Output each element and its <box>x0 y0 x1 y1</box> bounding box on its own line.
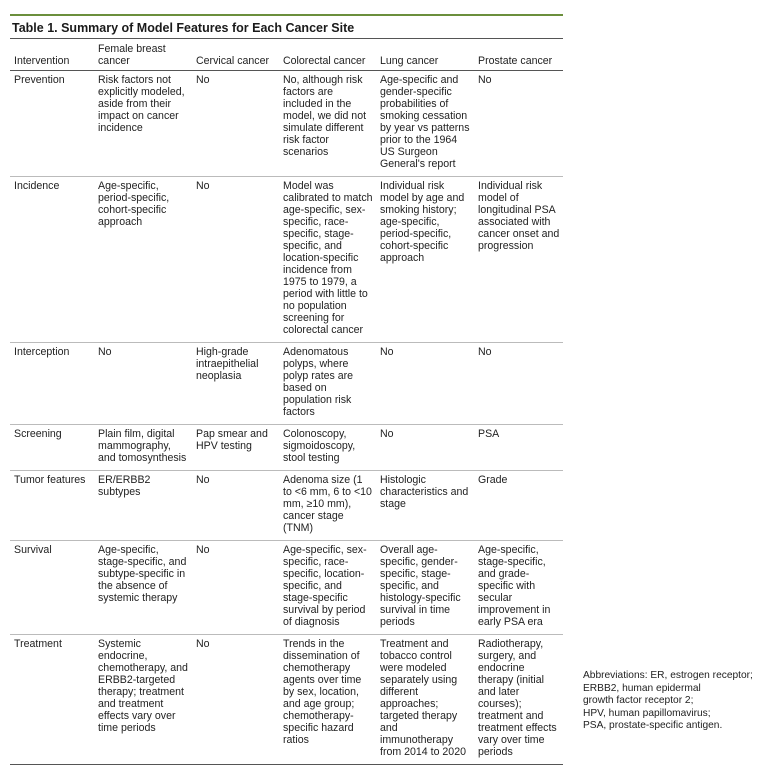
table-row <box>10 635 563 765</box>
abbreviations-footnote <box>583 670 768 733</box>
cell-cervical: Pap smear and HPV testing <box>196 428 268 452</box>
cell-intervention: Incidence <box>14 180 60 192</box>
cell-prostate: No <box>478 74 492 86</box>
table-row <box>10 177 563 343</box>
cell-lung: Overall age-specific, gender-specific, stage-specific, and histology-specific survival in time periods <box>380 544 461 628</box>
cell-colorectal: No, although risk factors are included in the model, we did not simulate different risk factor scenarios <box>283 74 367 158</box>
table-row <box>10 425 563 471</box>
table-row <box>10 71 563 177</box>
footnote-line: ERBB2, human epidermal <box>583 682 701 694</box>
cell-breast: No <box>98 346 112 358</box>
footnote-line: Abbreviations: ER, estrogen receptor; <box>583 670 753 681</box>
cell-cervical: No <box>196 544 210 556</box>
table-row <box>10 343 563 425</box>
table-row <box>10 471 563 541</box>
cell-breast: Age-specific, stage-specific, and subtype-specific in the absence of systemic therapy <box>98 544 187 604</box>
title-rule <box>10 38 563 39</box>
cell-colorectal: Trends in the dissemination of chemotherapy agents over time by sex, location, and age group; chemotherapy-specific hazard ratios <box>283 638 362 746</box>
table-title: Table 1. Summary of Model Features for Each Cancer Site <box>12 21 355 35</box>
cell-lung: Treatment and tobacco control were modeled separately using different approaches; targeted therapy and immunotherapy from 2014 to 2020 <box>380 638 466 758</box>
cell-intervention: Treatment <box>14 638 62 650</box>
cell-colorectal: Model was calibrated to match age-specific, sex-specific, race-specific, stage-specific, and location-specific incidence from 1975 to 1979, a period with little to no population screening for colorectal cancer <box>283 180 373 336</box>
cell-cervical: High-grade intraepithelial neoplasia <box>196 346 259 382</box>
cell-breast: Systemic endocrine, chemotherapy, and ERBB2-targeted therapy; treatment and treatment effects vary over time periods <box>98 638 188 734</box>
cell-lung: Histologic characteristics and stage <box>380 474 469 510</box>
cell-cervical: No <box>196 74 210 86</box>
footnote-line: HPV, human papillomavirus; <box>583 707 711 719</box>
cell-colorectal: Adenomatous polyps, where polyp rates are based on population risk factors <box>283 346 354 418</box>
cell-intervention: Screening <box>14 428 62 440</box>
cell-lung: No <box>380 346 394 358</box>
header-cervical: Cervical cancer <box>196 55 270 67</box>
cell-intervention: Tumor features <box>14 474 86 486</box>
header-colorectal: Colorectal cancer <box>283 55 366 67</box>
table-row <box>10 541 563 635</box>
cell-colorectal: Colonoscopy, sigmoidoscopy, stool testing <box>283 428 356 464</box>
cell-cervical: No <box>196 180 210 192</box>
cell-breast: Age-specific, period-specific, cohort-specific approach <box>98 180 170 228</box>
cell-intervention: Interception <box>14 346 70 358</box>
cell-breast: Risk factors not explicitly modeled, aside from their impact on cancer incidence <box>98 74 185 134</box>
cell-colorectal: Age-specific, sex-specific, race-specific, location-specific, and stage-specific survival by period of diagnosis <box>283 544 367 628</box>
cell-breast: Plain film, digital mammography, and tomosynthesis <box>98 428 187 464</box>
cell-prostate: PSA <box>478 428 500 440</box>
header-prostate: Prostate cancer <box>478 55 553 67</box>
cell-intervention: Survival <box>14 544 52 556</box>
cell-prostate: Grade <box>478 474 508 486</box>
footnote-line: PSA, prostate-specific antigen. <box>583 720 723 732</box>
cell-lung: No <box>380 428 394 440</box>
cell-intervention: Prevention <box>14 74 65 86</box>
cell-prostate: Radiotherapy, surgery, and endocrine therapy (initial and later courses); treatment and treatment effects vary over time periods <box>478 638 557 758</box>
cell-prostate: No <box>478 346 492 358</box>
cell-colorectal: Adenoma size (1 to <6 mm, 6 to <10 mm, ≥10 mm), cancer stage (TNM) <box>283 474 372 534</box>
cell-lung: Individual risk model by age and smoking history; age-specific, period-specific, cohort-specific approach <box>380 180 465 264</box>
cell-lung: Age-specific and gender-specific probabilities of smoking cessation by year vs patterns prior to the 1964 US Surgeon General's report <box>380 74 470 170</box>
cell-cervical: No <box>196 638 210 650</box>
header-row <box>10 40 563 71</box>
cell-cervical: No <box>196 474 210 486</box>
cell-prostate: Age-specific, stage-specific, and grade-specific with secular improvement in early PSA era <box>478 544 551 628</box>
model-features-table <box>10 40 563 765</box>
footnote-line: growth factor receptor 2; <box>583 695 694 707</box>
cell-breast: ER/ERBB2 subtypes <box>98 474 151 498</box>
header-intervention: Intervention <box>14 55 70 67</box>
cell-prostate: Individual risk model of longitudinal PSA associated with cancer onset and progression <box>478 180 560 252</box>
header-breast: Female breast cancer <box>98 43 166 67</box>
header-lung: Lung cancer <box>380 55 439 67</box>
top-rule <box>10 14 563 16</box>
